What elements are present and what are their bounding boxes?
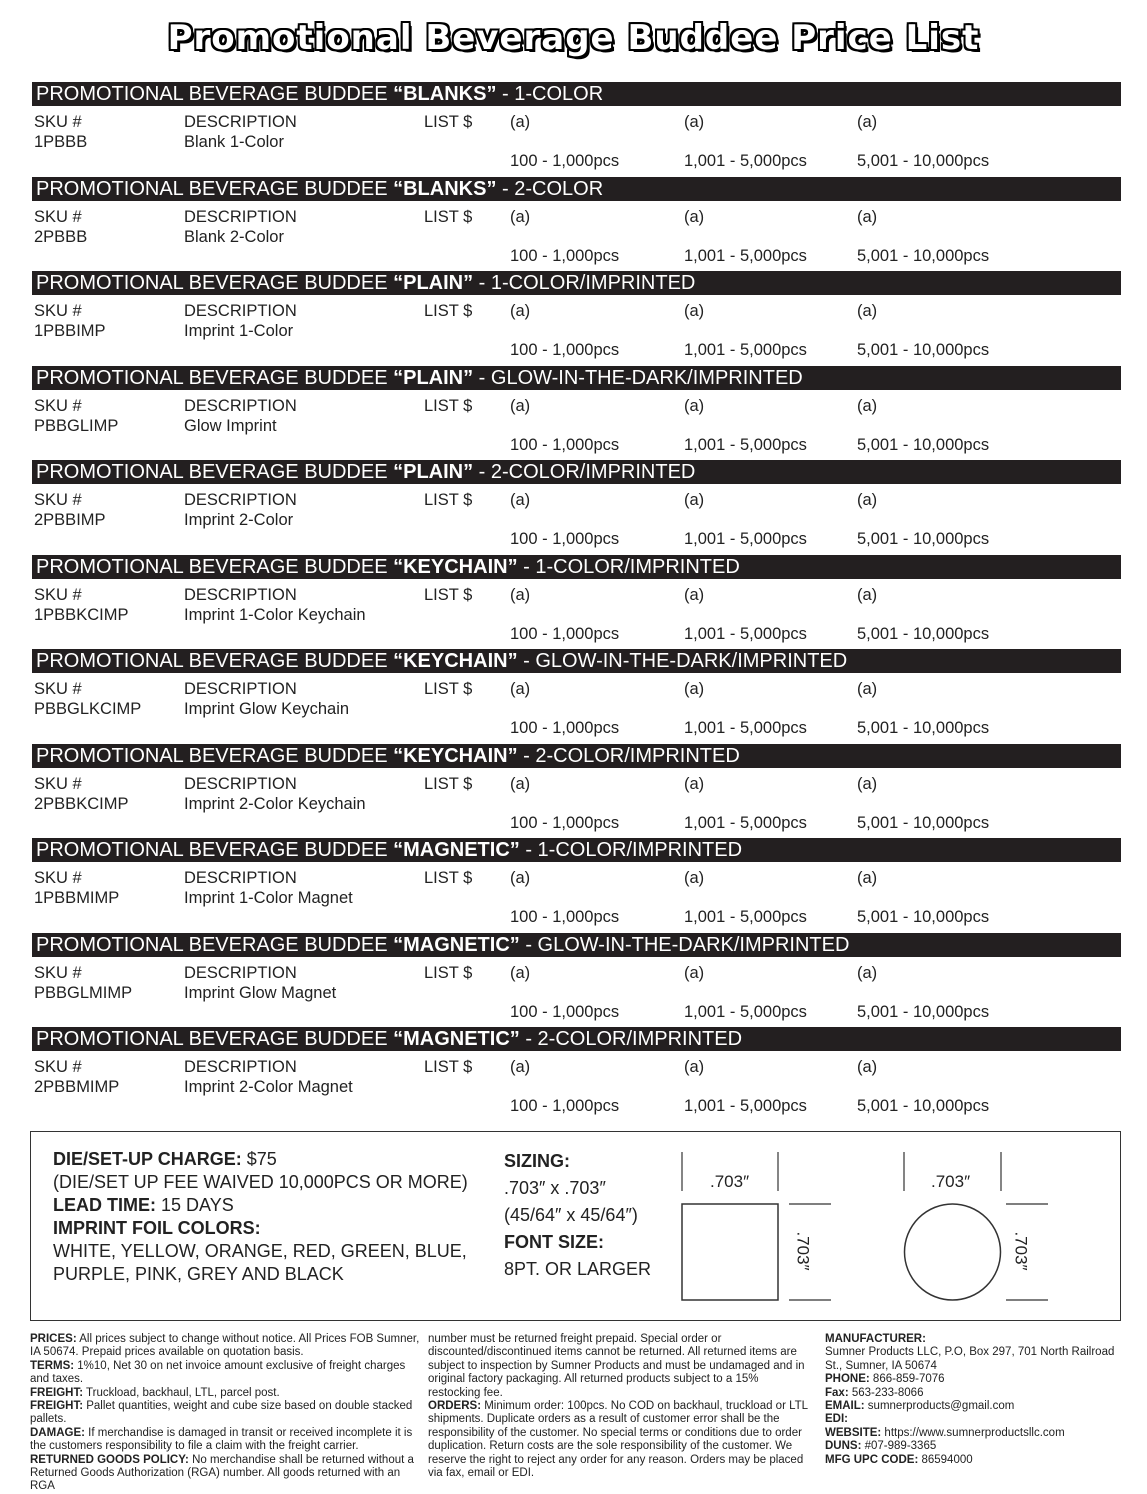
- section-header: [32, 555, 1121, 579]
- price-tier-3-range: 5,001 - 10,000pcs: [857, 624, 990, 643]
- price-tier-1-value: (a): [510, 302, 531, 320]
- section-header-suffix: - 2-COLOR: [496, 177, 604, 200]
- section-header-suffix: - 2-COLOR/IMPRINTED: [519, 1028, 743, 1050]
- section-header: [32, 744, 1121, 768]
- price-tier-1-range: 100 - 1,000pcs: [510, 246, 620, 265]
- footer-label: MANUFACTURER:: [825, 1333, 926, 1345]
- section-header-suffix: - 1-COLOR/IMPRINTED: [473, 272, 696, 294]
- price-tier-1-range: 100 - 1,000pcs: [510, 152, 620, 170]
- footer-terms: [30, 1333, 422, 1494]
- circle-height-label: .703″: [1011, 1231, 1031, 1271]
- sku-header: SKU #: [34, 585, 82, 604]
- price-section: [32, 649, 1121, 744]
- price-section: [32, 271, 1121, 366]
- price-tier-2-value: (a): [684, 680, 705, 698]
- section-header-type: “PLAIN”: [393, 461, 474, 483]
- font-size-value: 8PT. OR LARGER: [504, 1259, 652, 1279]
- die-charge-note: (DIE/SET UP FEE WAIVED 10,000PCS OR MORE): [53, 1172, 468, 1192]
- section-header: [32, 366, 1121, 390]
- section-header: [32, 1027, 1121, 1051]
- list-price-header: LIST $: [424, 113, 473, 131]
- price-tier-2-value: (a): [684, 113, 705, 131]
- price-tier-3-range: 5,001 - 10,000pcs: [857, 1097, 990, 1115]
- price-tier-3-value: (a): [857, 1058, 878, 1076]
- price-tier-1-range: 100 - 1,000pcs: [510, 813, 620, 832]
- price-tier-1-range: 100 - 1,000pcs: [510, 908, 620, 926]
- price-tier-3-value: (a): [857, 491, 878, 509]
- price-tier-2-range: 1,001 - 5,000pcs: [684, 813, 807, 832]
- footer-paragraph: [825, 1346, 1125, 1373]
- sku-value: 1PBBMIMP: [34, 889, 120, 907]
- price-tier-1-value: (a): [510, 680, 531, 698]
- description-value: Imprint Glow Magnet: [184, 983, 337, 1002]
- section-header-type: “MAGNETIC”: [393, 1028, 520, 1050]
- price-tier-2-range: 1,001 - 5,000pcs: [684, 341, 807, 359]
- price-tier-1-value: (a): [510, 1058, 531, 1076]
- description-header: DESCRIPTION: [184, 491, 297, 509]
- price-tier-3-range: 5,001 - 10,000pcs: [857, 246, 990, 265]
- description-value: Blank 2-Color: [184, 227, 284, 246]
- description-value: Blank 1-Color: [184, 133, 284, 151]
- footer-label: WEBSITE:: [825, 1426, 882, 1439]
- description-header: DESCRIPTION: [184, 1058, 297, 1076]
- footer-text: #07-989-3365: [861, 1440, 937, 1453]
- price-section: [32, 1027, 1121, 1122]
- section-header: [32, 271, 1121, 295]
- sku-header: SKU #: [34, 113, 82, 131]
- sku-header: SKU #: [34, 302, 82, 320]
- sku-value: PBBGLMIMP: [34, 983, 133, 1002]
- list-price-header: LIST $: [424, 491, 473, 509]
- price-tier-2-value: (a): [684, 491, 705, 509]
- list-price-header: LIST $: [424, 774, 473, 793]
- footer-text: Pallet quantities, weight and cube size based on double stacked pallets.: [30, 1400, 413, 1426]
- footer-label: EDI:: [825, 1413, 848, 1426]
- list-price-header: LIST $: [424, 585, 473, 604]
- footer-paragraph: [30, 1333, 422, 1360]
- price-tier-3-value: (a): [857, 113, 878, 131]
- sku-header: SKU #: [34, 869, 82, 887]
- price-tier-1-range: 100 - 1,000pcs: [510, 719, 620, 737]
- list-price-header: LIST $: [424, 869, 473, 887]
- price-tier-2-range: 1,001 - 5,000pcs: [684, 1002, 807, 1021]
- price-section: [32, 460, 1121, 555]
- section-header-type: “BLANKS”: [393, 83, 497, 105]
- price-tier-2-value: (a): [684, 207, 705, 226]
- price-tier-3-value: (a): [857, 396, 878, 415]
- footer-text: Truckload, backhaul, LTL, parcel post.: [83, 1386, 280, 1399]
- die-charge-value: $75: [241, 1149, 277, 1169]
- square-dimension-diagram: [671, 1146, 891, 1311]
- description-header: DESCRIPTION: [184, 963, 297, 982]
- description-value: Imprint 2-Color Keychain: [184, 794, 366, 813]
- circle-shape: [905, 1204, 1001, 1300]
- sku-value: 2PBBMIMP: [34, 1078, 120, 1096]
- list-price-header: LIST $: [424, 1058, 473, 1076]
- section-header-suffix: - 2-COLOR/IMPRINTED: [473, 461, 696, 483]
- sku-value: 2PBBB: [34, 227, 88, 246]
- description-value: Imprint Glow Keychain: [184, 700, 350, 718]
- description-value: Imprint 2-Color Magnet: [184, 1078, 353, 1096]
- footer-manufacturer: [825, 1333, 1125, 1467]
- price-tier-1-range: 100 - 1,000pcs: [510, 341, 620, 359]
- section-header: [32, 838, 1121, 862]
- footer-text: number must be returned freight prepaid. Special order or discounted/discontinued items cannot be returned. All returned items are subject to inspection by Sumner Products and must be undamaged and in original factory packaging. All returned products subject to a 15% restocking fee.: [428, 1333, 805, 1399]
- section-header-suffix: - GLOW-IN-THE-DARK/IMPRINTED: [517, 650, 848, 672]
- price-tier-2-range: 1,001 - 5,000pcs: [684, 908, 807, 926]
- sku-value: PBBGLKCIMP: [34, 700, 142, 718]
- footer-label: ORDERS:: [428, 1400, 482, 1413]
- price-tier-2-value: (a): [684, 396, 705, 415]
- lead-time-label: LEAD TIME:: [53, 1195, 156, 1215]
- price-tier-2-range: 1,001 - 5,000pcs: [684, 719, 807, 737]
- description-header: DESCRIPTION: [184, 113, 297, 131]
- description-value: Imprint 1-Color Magnet: [184, 889, 353, 907]
- section-header: [32, 649, 1121, 673]
- footer-text: All prices subject to change without notice. All Prices FOB Sumner, IA 50674. Prepaid prices available on quotation basis.: [30, 1333, 420, 1359]
- foil-colors-label: IMPRINT FOIL COLORS:: [53, 1218, 261, 1238]
- section-header-prefix: PROMOTIONAL BEVERAGE BUDDEE: [36, 461, 394, 483]
- foil-colors-line-2: PURPLE, PINK, GREY AND BLACK: [53, 1264, 344, 1284]
- price-tier-3-range: 5,001 - 10,000pcs: [857, 530, 990, 548]
- list-price-header: LIST $: [424, 302, 473, 320]
- description-header: DESCRIPTION: [184, 207, 297, 226]
- footer-paragraph: [428, 1400, 810, 1480]
- sku-header: SKU #: [34, 396, 82, 415]
- footer-text: 1%10, Net 30 on net invoice amount exclusive of freight charges and taxes.: [30, 1359, 406, 1386]
- lead-time-value: 15 DAYS: [156, 1195, 234, 1215]
- price-tier-2-value: (a): [684, 1058, 705, 1076]
- price-tier-3-value: (a): [857, 869, 878, 887]
- page-title: Promotional Beverage Buddee Price List: [167, 18, 980, 58]
- info-box: [30, 1131, 1121, 1321]
- die-charge-label: DIE/SET-UP CHARGE:: [53, 1149, 242, 1169]
- section-header-prefix: PROMOTIONAL BEVERAGE BUDDEE: [36, 650, 394, 672]
- section-header-type: “MAGNETIC”: [393, 933, 520, 956]
- sku-header: SKU #: [34, 963, 82, 982]
- price-section: [32, 933, 1121, 1028]
- charges-info: [53, 1148, 468, 1286]
- section-header: [32, 933, 1121, 957]
- price-tier-1-range: 100 - 1,000pcs: [510, 1097, 620, 1115]
- footer-label: MFG UPC CODE:: [825, 1453, 919, 1466]
- price-tier-3-value: (a): [857, 585, 878, 604]
- section-header-type: “MAGNETIC”: [393, 839, 520, 861]
- section-header-type: “BLANKS”: [393, 177, 497, 200]
- footer-paragraph: [30, 1400, 422, 1427]
- footer-text: Minimum order: 100pcs. No COD on backhaul, truckload or LTL shipments. Duplicate orders as a result of customer error shall be the responsibility of the customer. No special terms or conditions due to order duplication. Return costs are the sole responsibility of the customer. We reserve the right to reject any order for any reason. Orders may be placed via fax, email or EDI.: [428, 1400, 808, 1480]
- section-header: [32, 460, 1121, 484]
- list-price-header: LIST $: [424, 680, 473, 698]
- section-header-suffix: - 1-COLOR/IMPRINTED: [517, 555, 740, 578]
- sku-value: PBBGLIMP: [34, 416, 119, 435]
- footer-text: 866-859-7076: [869, 1373, 945, 1386]
- footer-label: DAMAGE:: [30, 1426, 85, 1439]
- footer-text: 86594000: [918, 1453, 973, 1466]
- description-header: DESCRIPTION: [184, 302, 297, 320]
- price-tier-3-range: 5,001 - 10,000pcs: [857, 719, 990, 737]
- sku-header: SKU #: [34, 207, 82, 226]
- list-price-header: LIST $: [424, 396, 473, 415]
- price-section: [32, 82, 1121, 177]
- sku-header: SKU #: [34, 774, 82, 793]
- price-tier-3-value: (a): [857, 774, 878, 793]
- sizing-info: [504, 1148, 651, 1283]
- price-tier-3-value: (a): [857, 302, 878, 320]
- section-header-suffix: - 1-COLOR: [496, 83, 604, 105]
- sku-header: SKU #: [34, 1058, 82, 1076]
- price-tier-1-range: 100 - 1,000pcs: [510, 1002, 620, 1021]
- section-header-prefix: PROMOTIONAL BEVERAGE BUDDEE: [36, 177, 394, 200]
- description-value: Imprint 1-Color: [184, 322, 294, 340]
- price-tier-1-value: (a): [510, 491, 531, 509]
- section-header: [32, 82, 1121, 106]
- description-header: DESCRIPTION: [184, 774, 297, 793]
- sku-value: 1PBBB: [34, 133, 88, 151]
- list-price-header: LIST $: [424, 963, 473, 982]
- footer-paragraph: [825, 1400, 1125, 1413]
- footer-text: No merchandise shall be returned without a Returned Goods Authorization (RGA) number. All goods returned with an RGA: [30, 1453, 414, 1493]
- section-header-suffix: - 2-COLOR/IMPRINTED: [517, 744, 740, 767]
- list-price-header: LIST $: [424, 207, 473, 226]
- footer-paragraph: [825, 1454, 1125, 1467]
- description-value: Imprint 2-Color: [184, 511, 294, 529]
- footer-label: FREIGHT:: [30, 1400, 84, 1413]
- price-section: [32, 366, 1121, 461]
- description-value: Imprint 1-Color Keychain: [184, 605, 366, 624]
- price-tier-3-range: 5,001 - 10,000pcs: [857, 435, 990, 454]
- footer-orders: [428, 1333, 810, 1480]
- section-header: [32, 177, 1121, 201]
- sku-header: SKU #: [34, 491, 82, 509]
- section-header-prefix: PROMOTIONAL BEVERAGE BUDDEE: [36, 272, 394, 294]
- price-section: [32, 555, 1121, 650]
- price-tier-3-value: (a): [857, 963, 878, 982]
- footer-paragraph: [30, 1387, 422, 1400]
- section-header-prefix: PROMOTIONAL BEVERAGE BUDDEE: [36, 839, 394, 861]
- footer-paragraph: [428, 1333, 810, 1400]
- foil-colors-line-1: WHITE, YELLOW, ORANGE, RED, GREEN, BLUE,: [53, 1241, 467, 1261]
- price-tier-1-value: (a): [510, 113, 531, 131]
- footer-label: TERMS:: [30, 1359, 75, 1372]
- price-tier-2-range: 1,001 - 5,000pcs: [684, 246, 807, 265]
- footer-paragraph: [825, 1373, 1125, 1386]
- footer-label: EMAIL:: [825, 1400, 865, 1413]
- section-header-prefix: PROMOTIONAL BEVERAGE BUDDEE: [36, 366, 394, 389]
- price-tier-1-value: (a): [510, 774, 531, 793]
- section-header-suffix: - 1-COLOR/IMPRINTED: [519, 839, 743, 861]
- description-value: Glow Imprint: [184, 416, 277, 435]
- price-sections: [32, 82, 1121, 1122]
- price-tier-3-range: 5,001 - 10,000pcs: [857, 813, 990, 832]
- footer-text: 563-233-8066: [848, 1386, 924, 1399]
- price-section: [32, 177, 1121, 272]
- square-shape: [682, 1204, 778, 1300]
- sku-value: 2PBBKCIMP: [34, 794, 129, 813]
- price-tier-3-value: (a): [857, 680, 878, 698]
- sku-value: 1PBBKCIMP: [34, 605, 129, 624]
- footer-paragraph: [825, 1387, 1125, 1400]
- footer-paragraph: [825, 1440, 1125, 1453]
- section-header-prefix: PROMOTIONAL BEVERAGE BUDDEE: [36, 744, 394, 767]
- price-tier-3-range: 5,001 - 10,000pcs: [857, 341, 990, 359]
- price-tier-2-range: 1,001 - 5,000pcs: [684, 530, 807, 548]
- price-tier-2-range: 1,001 - 5,000pcs: [684, 435, 807, 454]
- price-tier-1-value: (a): [510, 869, 531, 887]
- section-header-prefix: PROMOTIONAL BEVERAGE BUDDEE: [36, 83, 394, 105]
- price-tier-1-value: (a): [510, 963, 531, 982]
- footer-text: Sumner Products LLC, P.O, Box 297, 701 North Railroad St., Sumner, IA 50674: [825, 1346, 1115, 1372]
- price-tier-1-value: (a): [510, 585, 531, 604]
- price-tier-2-range: 1,001 - 5,000pcs: [684, 1097, 807, 1115]
- footer-text: If merchandise is damaged in transit or received incomplete it is the customers responsibility to file a claim with the freight carrier.: [30, 1426, 413, 1453]
- square-width-label: .703″: [710, 1172, 750, 1191]
- price-tier-1-range: 100 - 1,000pcs: [510, 530, 620, 548]
- section-header-prefix: PROMOTIONAL BEVERAGE BUDDEE: [36, 933, 394, 956]
- price-tier-2-value: (a): [684, 302, 705, 320]
- footer-paragraph: [30, 1360, 422, 1387]
- footer-label: PHONE:: [825, 1373, 870, 1386]
- footer-label: RETURNED GOODS POLICY:: [30, 1453, 189, 1466]
- price-tier-2-value: (a): [684, 585, 705, 604]
- footer-text: https://www.sumnerproductsllc.com: [881, 1426, 1065, 1439]
- description-header: DESCRIPTION: [184, 680, 297, 698]
- price-tier-1-range: 100 - 1,000pcs: [510, 435, 620, 454]
- sku-header: SKU #: [34, 680, 82, 698]
- price-tier-3-range: 5,001 - 10,000pcs: [857, 1002, 990, 1021]
- section-header-suffix: - GLOW-IN-THE-DARK/IMPRINTED: [519, 933, 850, 956]
- price-tier-1-value: (a): [510, 207, 531, 226]
- footer-paragraph: [825, 1413, 1125, 1426]
- price-tier-2-range: 1,001 - 5,000pcs: [684, 624, 807, 643]
- price-tier-2-value: (a): [684, 774, 705, 793]
- price-tier-2-range: 1,001 - 5,000pcs: [684, 152, 807, 170]
- price-tier-2-value: (a): [684, 869, 705, 887]
- description-header: DESCRIPTION: [184, 396, 297, 415]
- price-section: [32, 744, 1121, 839]
- footer-label: Fax:: [825, 1386, 849, 1399]
- footer-paragraph: [825, 1333, 1125, 1346]
- section-header-type: “KEYCHAIN”: [393, 650, 518, 672]
- section-header-type: “PLAIN”: [393, 366, 474, 389]
- price-tier-1-value: (a): [510, 396, 531, 415]
- price-tier-3-range: 5,001 - 10,000pcs: [857, 908, 990, 926]
- section-header-type: “KEYCHAIN”: [393, 744, 518, 767]
- square-height-label: .703″: [793, 1231, 813, 1271]
- sizing-line-2: (45/64″ x 45/64″): [504, 1205, 638, 1225]
- sku-value: 1PBBIMP: [34, 322, 106, 340]
- description-header: DESCRIPTION: [184, 585, 297, 604]
- section-header-suffix: - GLOW-IN-THE-DARK/IMPRINTED: [473, 366, 803, 389]
- price-tier-2-value: (a): [684, 963, 705, 982]
- footer-paragraph: [825, 1427, 1125, 1440]
- price-tier-3-value: (a): [857, 207, 878, 226]
- description-header: DESCRIPTION: [184, 869, 297, 887]
- circle-dimension-diagram: [891, 1146, 1111, 1311]
- footer-paragraph: [30, 1454, 422, 1494]
- price-tier-3-range: 5,001 - 10,000pcs: [857, 152, 990, 170]
- section-header-prefix: PROMOTIONAL BEVERAGE BUDDEE: [36, 555, 394, 578]
- footer-label: PRICES:: [30, 1333, 77, 1345]
- sizing-line-1: .703″ x .703″: [504, 1178, 606, 1198]
- section-header-type: “PLAIN”: [393, 272, 474, 294]
- sku-value: 2PBBIMP: [34, 511, 106, 529]
- footer-text: sumnerproducts@gmail.com: [864, 1400, 1015, 1413]
- price-section: [32, 838, 1121, 933]
- section-header-type: “KEYCHAIN”: [393, 555, 518, 578]
- sizing-label: SIZING:: [504, 1151, 570, 1171]
- price-tier-1-range: 100 - 1,000pcs: [510, 624, 620, 643]
- section-header-prefix: PROMOTIONAL BEVERAGE BUDDEE: [36, 1028, 394, 1050]
- font-size-label: FONT SIZE:: [504, 1232, 604, 1252]
- footer-label: DUNS:: [825, 1440, 862, 1453]
- footer-paragraph: [30, 1427, 422, 1454]
- footer-label: FREIGHT:: [30, 1386, 84, 1399]
- circle-width-label: .703″: [931, 1172, 971, 1191]
